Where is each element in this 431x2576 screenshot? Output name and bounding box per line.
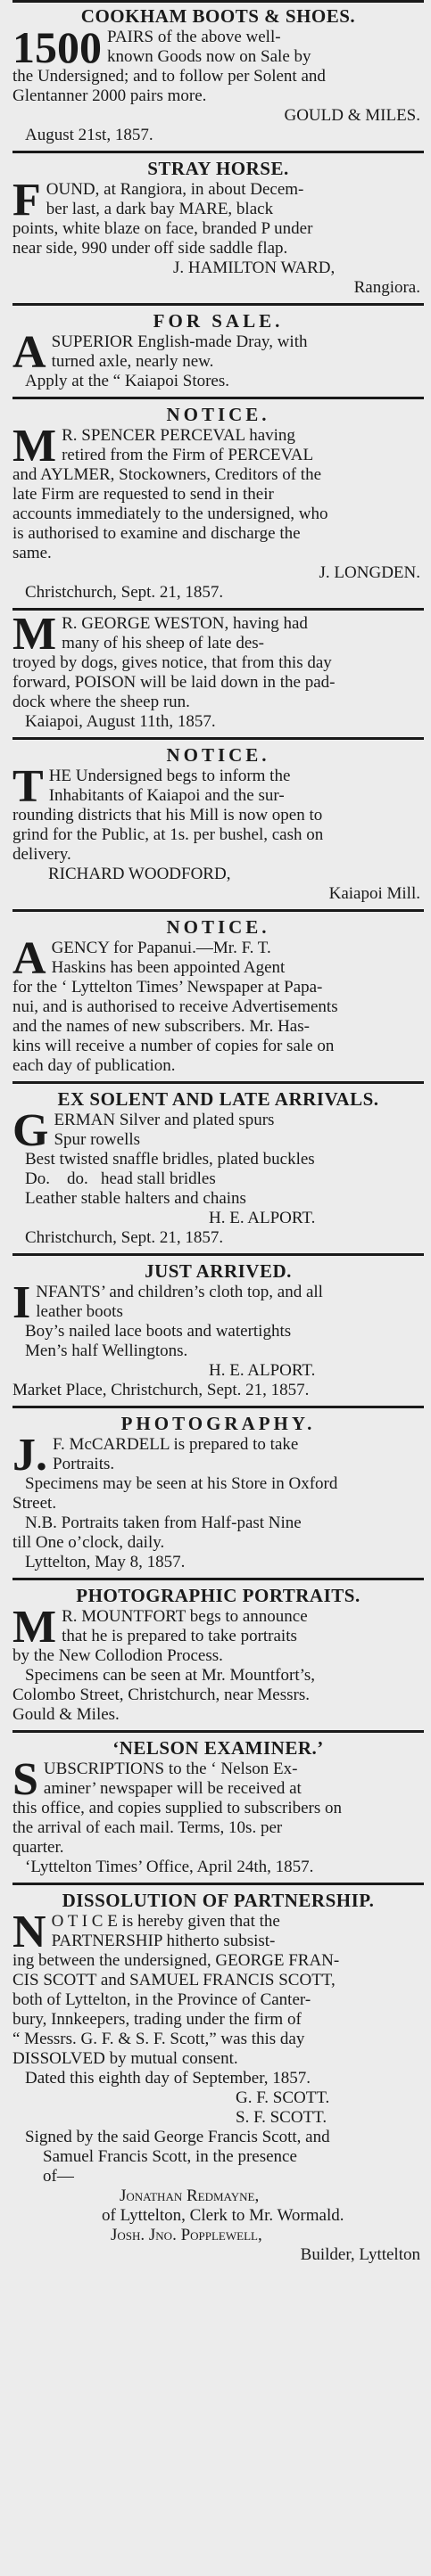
ad-text-line: delivery.	[12, 845, 71, 864]
ad-date: ‘Lyttelton Times’ Office, April 24th, 1857.	[25, 1858, 314, 1876]
divider	[12, 1081, 424, 1084]
drop-letter: N	[12, 1907, 46, 1957]
ad-heading: STRAY HORSE.	[147, 158, 289, 179]
ad-heading: NOTICE.	[166, 404, 270, 425]
divider	[12, 909, 424, 912]
divider	[12, 1578, 424, 1580]
ad-text-line: Leather stable halters and chains	[25, 1189, 246, 1208]
drop-letter: M	[12, 1602, 57, 1653]
ad-text-line: Dated this eighth day of September, 1857.	[25, 2069, 311, 2088]
ad-text-line: aminer’ newspaper will be received at	[43, 1779, 302, 1798]
ad-signature: H. E. ALPORT.	[209, 1361, 316, 1380]
ad-heading: NOTICE.	[166, 916, 270, 938]
ad-text-line: ERMAN Silver and plated spurs	[54, 1111, 275, 1129]
ad-text-line: late Firm are requested to send in their	[12, 485, 274, 504]
ad-stray-horse	[12, 157, 424, 298]
ad-signature: H. E. ALPORT.	[209, 1209, 316, 1227]
divider	[12, 151, 424, 153]
ad-text-line: quarter.	[12, 1838, 64, 1857]
ad-text-line: HE Undersigned begs to inform the	[48, 767, 291, 785]
ad-text-line: GENCY for Papanui.—Mr. F. T.	[51, 939, 271, 957]
drop-letter: G	[12, 1105, 49, 1156]
ad-heading: FOR SALE.	[153, 310, 284, 332]
ad-text-line: Apply at the “ Kaiapoi Stores.	[25, 372, 230, 390]
ad-text-line: nui, and is authorised to receive Advertisements	[12, 997, 338, 1016]
ad-notice-papanui	[12, 915, 424, 1076]
ad-text-line: both of Lyttelton, in the Province of Canter-	[12, 1990, 311, 2009]
divider	[12, 303, 424, 306]
ad-text-line: this office, and copies supplied to subscribers on	[12, 1799, 343, 1817]
ad-photographic-portraits	[12, 1584, 424, 1725]
ad-text-line: Boy’s nailed lace boots and watertights	[25, 1322, 292, 1341]
drop-letter: F	[12, 175, 41, 226]
witness-name: Jonathan Redmayne,	[120, 2186, 260, 2205]
ad-text-line: PARTNERSHIP hitherto subsist-	[51, 1932, 276, 1950]
witness-name: Josh. Jno. Popplewell,	[111, 2226, 262, 2244]
ad-just-arrived	[12, 1259, 424, 1400]
ad-cookham-boots	[12, 4, 424, 145]
ad-heading: DISSOLUTION OF PARTNERSHIP.	[62, 1890, 375, 1911]
ad-text-line: Best twisted snaffle bridles, plated buckles	[25, 1150, 315, 1169]
ad-signature: J. LONGDEN.	[319, 563, 420, 582]
witness-detail: Builder, Lyttelton	[300, 2245, 420, 2264]
ad-text-line: is authorised to examine and discharge the	[12, 524, 301, 543]
drop-number: 1500	[12, 22, 102, 72]
ad-text-line: UBSCRIPTIONS to the ‘ Nelson Ex-	[43, 1760, 298, 1778]
ad-text-line: SUPERIOR English-made Dray, with	[51, 332, 308, 351]
ad-dissolution-partnership	[12, 1889, 424, 2265]
ad-text-line: of—	[43, 2167, 74, 2186]
ad-text-line: same.	[12, 544, 52, 562]
divider	[12, 608, 424, 611]
ad-text-line: each day of publication.	[12, 1056, 176, 1075]
ad-weston-poison	[12, 609, 424, 732]
drop-letter: J.	[12, 1430, 47, 1481]
ad-signature: S. F. SCOTT.	[236, 2108, 327, 2127]
ad-text-line: near side, 990 under off side saddle flap.	[12, 239, 288, 258]
drop-letter: A	[12, 933, 46, 984]
ad-text-line: troyed by dogs, gives notice, that from this day	[12, 653, 332, 672]
ad-text-line: Glentanner 2000 pairs more.	[12, 86, 207, 105]
drop-letter: A	[12, 327, 46, 378]
ad-text-line: points, white blaze on face, branded P under	[12, 219, 313, 238]
ad-text-line: Street.	[12, 1494, 57, 1513]
ad-nelson-examiner	[12, 1736, 424, 1877]
ad-date: Kaiapoi, August 11th, 1857.	[25, 712, 216, 731]
ad-text-line: the Undersigned; and to follow per Solent and	[12, 67, 326, 86]
drop-letter: M	[12, 421, 57, 472]
witness-detail: of Lyttelton, Clerk to Mr. Wormald.	[102, 2206, 344, 2225]
ad-text-line: and AYLMER, Stockowners, Creditors of the	[12, 465, 322, 484]
ad-text-line: and the names of new subscribers. Mr. Has-	[12, 1017, 310, 1036]
divider	[12, 1253, 424, 1256]
ad-text-line: ing between the undersigned, GEORGE FRAN-	[12, 1951, 340, 1970]
ad-text-line: Specimens may be seen at his Store in Oxford	[25, 1474, 338, 1493]
ad-text-line: ber last, a dark bay MARE, black	[46, 200, 274, 218]
ad-text-line: Portraits.	[53, 1455, 115, 1473]
ad-date: Christchurch, Sept. 21, 1857.	[25, 583, 224, 602]
ad-place: Kaiapoi Mill.	[328, 884, 420, 903]
ad-heading: ‘NELSON EXAMINER.’	[112, 1737, 324, 1759]
ad-text-line: by the New Collodion Process.	[12, 1646, 223, 1665]
ad-text-line: Spur rowells	[54, 1130, 141, 1149]
ad-text-line: till One o’clock, daily.	[12, 1533, 165, 1552]
ad-notice-perceval	[12, 403, 424, 603]
divider	[12, 0, 424, 3]
ad-text-line: leather boots	[36, 1302, 123, 1321]
ad-text-line: Colombo Street, Christchurch, near Messrs.	[12, 1686, 310, 1704]
ad-text-line: forward, POISON will be laid down in the pad-	[12, 673, 336, 692]
drop-letter: I	[12, 1277, 31, 1328]
ad-text-line: Gould & Miles.	[12, 1705, 120, 1724]
ad-date: Christchurch, Sept. 21, 1857.	[25, 1228, 224, 1247]
ad-for-sale	[12, 309, 424, 391]
ad-text-line: Haskins has been appointed Agent	[51, 958, 286, 977]
ad-signature: J. HAMILTON WARD,	[173, 258, 336, 277]
divider	[12, 1406, 424, 1408]
ad-text-line: Inhabitants of Kaiapoi and the sur-	[48, 786, 285, 805]
ad-text-line: NFANTS’ and children’s cloth top, and all	[36, 1283, 323, 1301]
ad-text-line: kins will receive a number of copies for sale on	[12, 1037, 335, 1055]
ad-notice-mill	[12, 743, 424, 904]
ad-text-line: grind for the Public, at 1s. per bushel, cash on	[12, 825, 324, 844]
ad-text-line: turned axle, nearly new.	[51, 352, 214, 371]
ad-text-line: retired from the Firm of PERCEVAL	[62, 446, 314, 464]
ad-text-line: R. SPENCER PERCEVAL having	[62, 426, 295, 445]
ad-text-line: many of his sheep of late des-	[62, 634, 264, 652]
ad-heading: EX SOLENT AND LATE ARRIVALS.	[57, 1088, 379, 1110]
ad-heading: PHOTOGRAPHIC PORTRAITS.	[76, 1585, 361, 1606]
divider	[12, 1883, 424, 1885]
ad-date: Market Place, Christchurch, Sept. 21, 1857.	[12, 1381, 310, 1399]
ad-signature: GOULD & MILES.	[284, 106, 420, 125]
ad-text-line: dock where the sheep run.	[12, 693, 190, 711]
ad-text-line: rounding districts that his Mill is now open to	[12, 806, 323, 824]
ad-text-line: Men’s half Wellingtons.	[25, 1341, 188, 1360]
ad-place: Rangiora.	[353, 278, 420, 297]
ad-heading: COOKHAM BOOTS & SHOES.	[80, 5, 356, 27]
divider	[12, 1730, 424, 1733]
ad-signature: RICHARD WOODFORD,	[48, 865, 231, 883]
ad-text-line: Signed by the said George Francis Scott, and	[25, 2128, 330, 2146]
divider	[12, 397, 424, 399]
drop-letter: M	[12, 609, 57, 660]
ad-ex-solent	[12, 1087, 424, 1248]
ad-text-line: R. GEORGE WESTON, having had	[62, 614, 308, 633]
ad-text-line: PAIRS of the above well-	[107, 28, 281, 46]
ad-text-line: “ Messrs. G. F. & S. F. Scott,” was this day	[12, 2030, 305, 2048]
ad-text-line: OUND, at Rangiora, in about Decem-	[46, 180, 304, 199]
ad-text-line: known Goods now on Sale by	[107, 47, 311, 66]
ad-text-line: Specimens can be seen at Mr. Mountfort’s,	[25, 1666, 316, 1685]
drop-letter: S	[12, 1754, 38, 1805]
ad-photography	[12, 1412, 424, 1572]
ad-date: Lyttelton, May 8, 1857.	[25, 1553, 186, 1571]
ad-text-line: for the ‘ Lyttelton Times’ Newspaper at Papa-	[12, 978, 323, 997]
ad-text-line: that he is prepared to take portraits	[62, 1627, 297, 1645]
ad-text-line: bury, Innkeepers, trading under the firm of	[12, 2010, 302, 2029]
ad-date: August 21st, 1857.	[25, 126, 153, 144]
ad-text-line: the arrival of each mail. Terms, 10s. per	[12, 1818, 283, 1837]
ad-heading: JUST ARRIVED.	[145, 1260, 292, 1282]
drop-letter: T	[12, 761, 44, 812]
ad-text-line: DISSOLVED by mutual consent.	[12, 2049, 238, 2068]
ad-signature: G. F. SCOTT.	[236, 2088, 330, 2107]
ad-text-line: F. McCARDELL is prepared to take	[53, 1435, 299, 1454]
ad-text-line: Do. do. head stall bridles	[25, 1169, 216, 1188]
ad-text-line: O T I C E is hereby given that the	[51, 1912, 280, 1931]
ad-text-line: accounts immediately to the undersigned, who	[12, 505, 328, 523]
ad-heading: NOTICE.	[166, 744, 270, 766]
ad-text-line: N.B. Portraits taken from Half-past Nine	[25, 1514, 302, 1532]
ad-text-line: Samuel Francis Scott, in the presence	[43, 2147, 297, 2166]
ad-text-line: R. MOUNTFORT begs to announce	[62, 1607, 308, 1626]
divider	[12, 737, 424, 740]
ad-text-line: CIS SCOTT and SAMUEL FRANCIS SCOTT,	[12, 1971, 336, 1989]
ad-heading: PHOTOGRAPHY.	[120, 1413, 316, 1434]
